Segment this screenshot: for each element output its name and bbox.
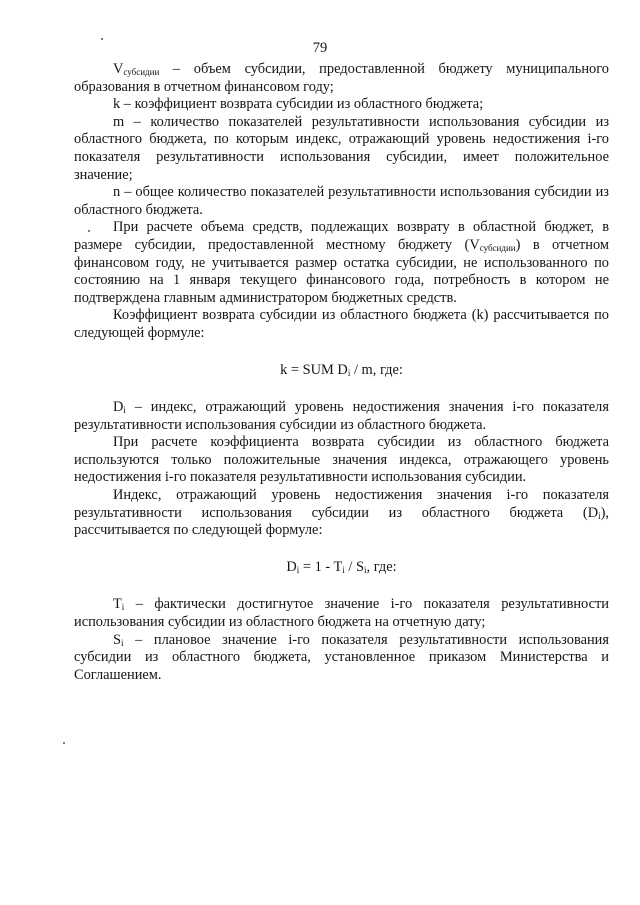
document-body [74, 61, 609, 684]
paragraph-index-text: Индекс, отражающий уровень недостижения значения i-го показателя результативности использования субсидии из областного бюджета (D [74, 487, 609, 521]
symbol-d: D [113, 399, 124, 416]
paragraph-calculation-text-end: ) в отчетном финансовом году, не учитывается размер остатка субсидии, не использованного по состоянию на 1 января текущего финансового года, потребность в котором не подтверждена главным администратором бюджетных средств. [74, 236, 609, 306]
definition-v [74, 61, 609, 96]
formula-d-minus-t: = 1 - T [299, 558, 343, 575]
definition-t [74, 596, 609, 631]
formula-t-subscript: i [342, 564, 345, 575]
definition-d [74, 399, 609, 434]
formula-k-end: / m, где: [350, 361, 403, 378]
symbol-d-subscript: i [598, 510, 601, 521]
symbol-t-subscript: i [121, 602, 125, 613]
definition-s [74, 632, 609, 685]
paragraph-positive-values: При расчете коэффициента возврата субсидии из областного бюджета используются только положительные значения индекса, отражающего уровень недостижения i-го показателя результативности использования субсидии. [74, 434, 609, 486]
formula-d-divide-s: / S [344, 558, 365, 575]
paragraph-calculation-text: При расчете объема средств, подлежащих возврату в областной бюджет, в размере субсидии, предоставленной местному бюджету (V [74, 219, 609, 253]
symbol-v-subscript: субсидии [123, 67, 160, 77]
formula-d-end: , где: [366, 558, 397, 575]
symbol-s-subscript: i [121, 637, 124, 648]
paragraph-index [74, 487, 609, 540]
symbol-v-subscript: субсидии [479, 242, 516, 253]
definition-v-text: – объем субсидии, предоставленной бюджету муниципального образования в отчетном финансовом году; [74, 61, 609, 95]
formula-k-start: k = SUM D [280, 361, 348, 378]
formula-k [74, 362, 609, 380]
formula-d-subscript: i [296, 564, 300, 575]
scan-speck [63, 742, 65, 744]
symbol-v: V [113, 61, 124, 77]
formula-d-symbol: D [286, 558, 297, 575]
symbol-d-subscript: i [123, 405, 126, 416]
definition-t-text: – фактически достигнутое значение i-го показателя результативности использования субсидии из областного бюджета на отчетную дату; [74, 596, 609, 631]
paragraph-coefficient: Коэффициент возврата субсидии из областного бюджета (k) рассчитывается по следующей формуле: [74, 307, 609, 341]
paragraph-index-text-end: ), рассчитывается по следующей формуле: [74, 504, 609, 539]
definition-n: n – общее количество показателей результативности использования субсидии из областного бюджета. [74, 184, 609, 218]
definition-s-text: – плановое значение i-го показателя результативности использования субсидии из областного бюджета, установленное приказом Министерства и Соглашением. [74, 631, 609, 683]
definition-m: m – количество показателей результативности использования субсидии из областного бюджета, по которым индекс, отражающий уровень недостижения i-го показателя результативности использования субсидии, имеет положительное значение; [74, 113, 609, 183]
paragraph-calculation [74, 219, 609, 307]
symbol-s: S [113, 631, 122, 648]
page-number: 79 [312, 40, 328, 56]
definition-k: k – коэффициент возврата субсидии из областного бюджета; [113, 96, 484, 113]
formula-d [74, 559, 609, 577]
definition-d-text: – индекс, отражающий уровень недостижения значения i-го показателя результативности использования субсидии из областного бюджета. [74, 399, 609, 433]
formula-k-subscript: i [347, 367, 351, 378]
symbol-t: T [113, 596, 122, 613]
formula-s-subscript: i [364, 564, 367, 575]
